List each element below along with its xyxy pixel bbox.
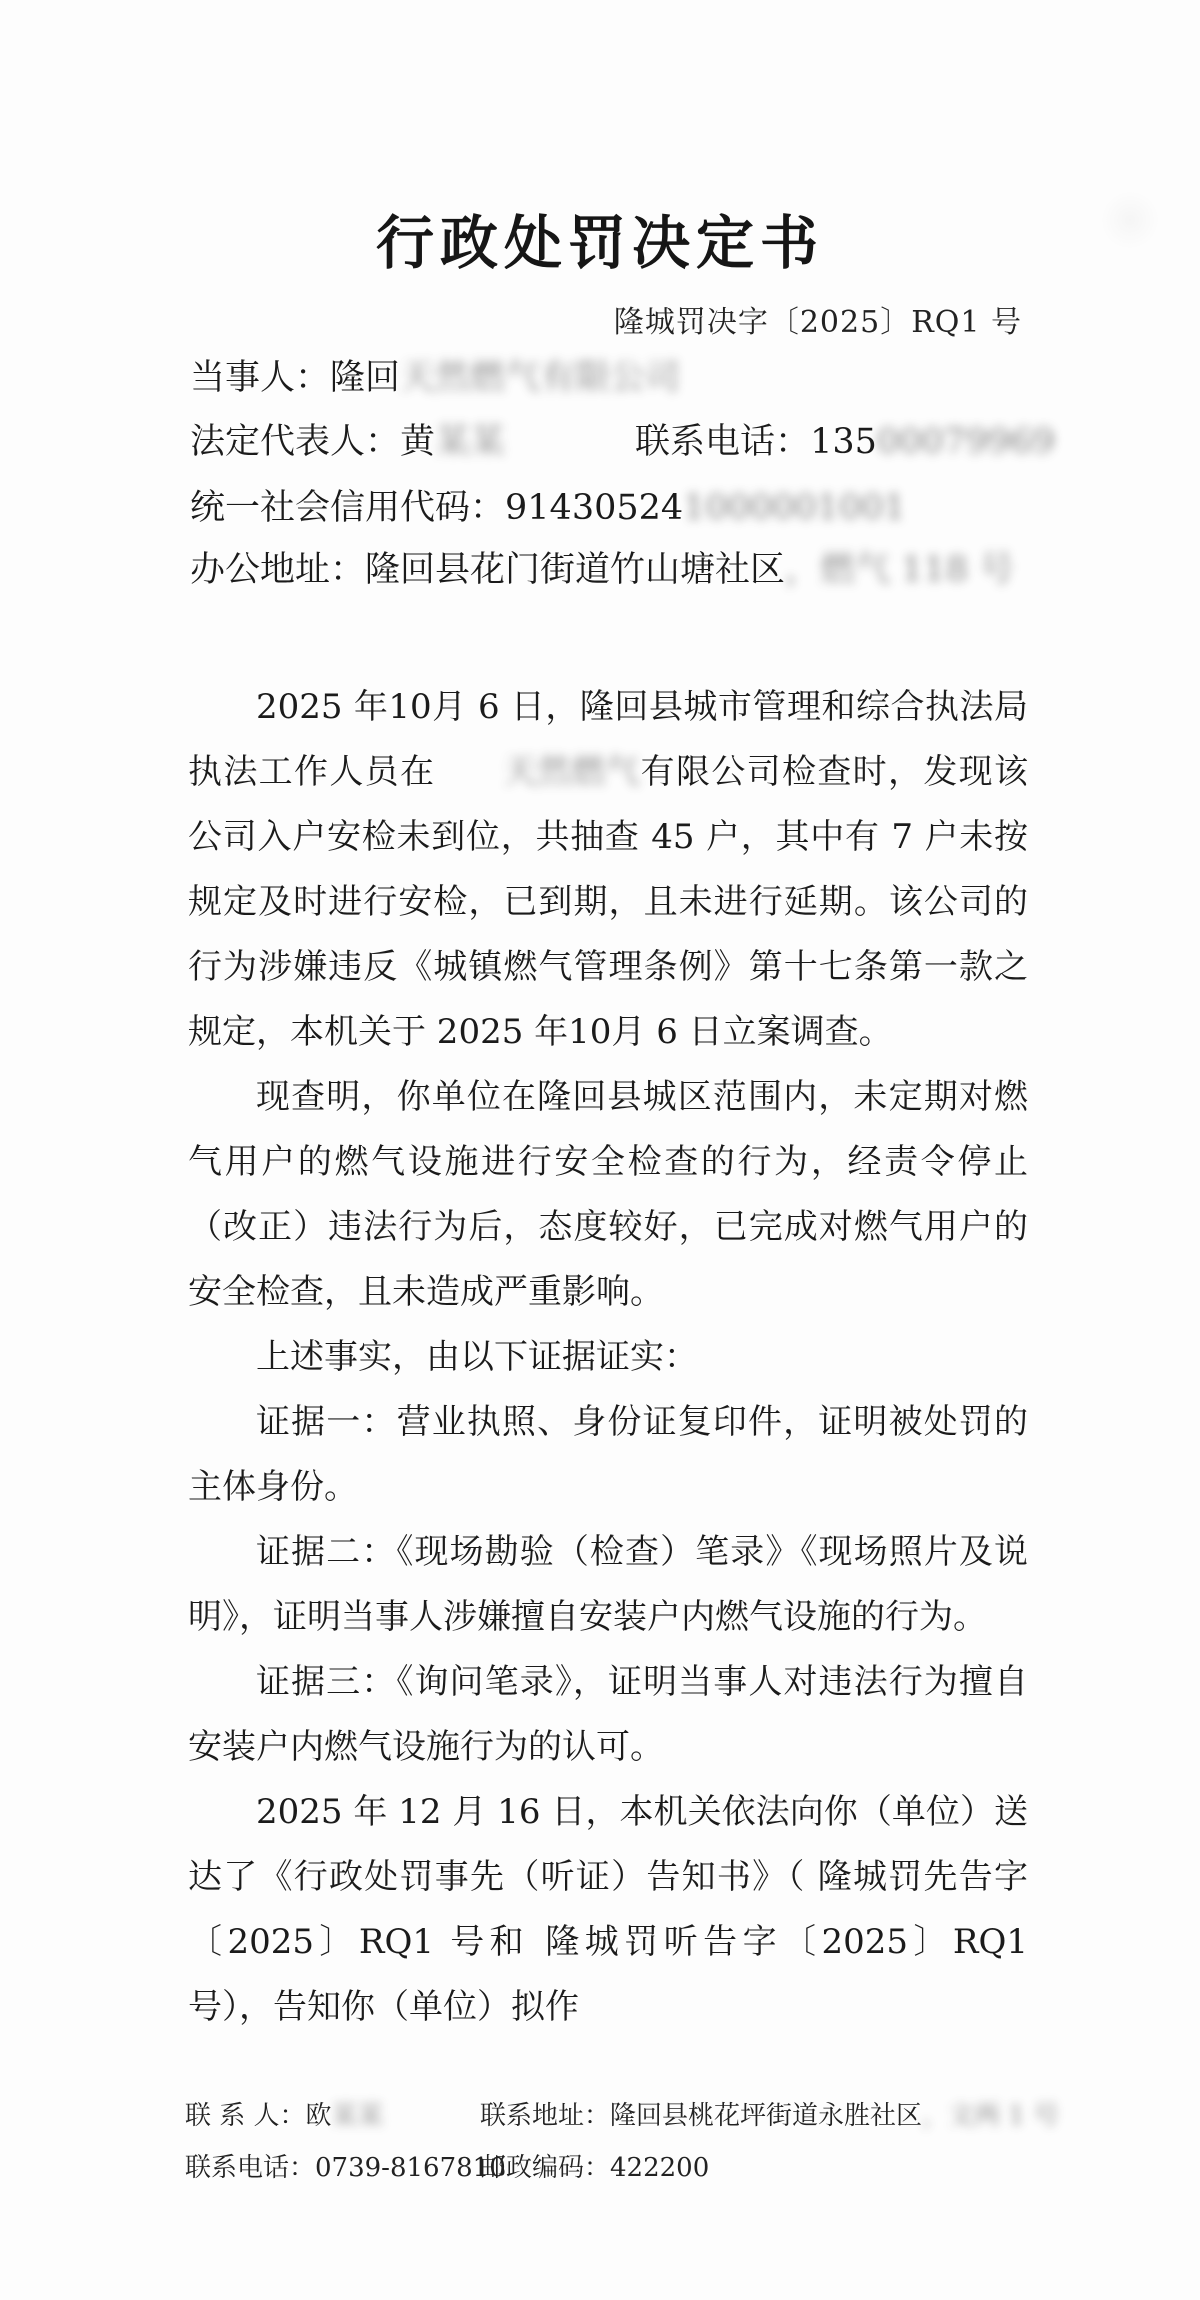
office-address-line [190, 548, 1070, 592]
paragraph-case-filing [188, 675, 1028, 1065]
footer-contact-label: 联 系 人： [185, 2101, 306, 2131]
legal-rep-label: 法定代表人： [190, 422, 401, 462]
office-address-redacted: ，燃气 118 号 [785, 550, 1015, 590]
party-phone-label: 联系电话： [635, 422, 811, 462]
p1-redacted-company: 天然燃气 [503, 752, 640, 792]
footer-line-1 [185, 2096, 1060, 2136]
footer-contact-value: 欧 [305, 2101, 332, 2131]
party-name-label: 当事人： [190, 358, 331, 398]
footer-postcode [480, 2148, 709, 2188]
office-address-value: 隆回县花门街道竹山塘社区 [365, 550, 786, 590]
office-address-label: 办公地址： [190, 550, 366, 590]
footer-postcode-value: 422200 [610, 2153, 710, 2183]
footer-postcode-label: 邮政编码： [480, 2153, 611, 2183]
footer-address-value: 隆回县桃花坪街道永胜社区 [610, 2101, 923, 2131]
footer-line-2 [185, 2148, 710, 2188]
party-phone-value: 135 [810, 422, 877, 462]
paragraph-evidence-intro: 上述事实，由以下证据证实： [256, 1337, 698, 1377]
footer-phone-value: 0739-8167810 [315, 2153, 506, 2183]
document-number: 隆城罚决字〔2025〕RQ1 号 [613, 305, 1022, 340]
credit-code-label: 统一社会信用代码： [190, 488, 506, 528]
legal-rep-line [190, 420, 1070, 464]
party-name-redacted: 天然燃气有限公司 [400, 358, 681, 398]
credit-code-value: 91430524 [505, 488, 684, 528]
p1-text-b: 有限公司检查时，发现该公司入户安检未到位，共抽查 45 户，其中有 7 户未按规定及时进行安检，已到期，且未进行延期。该公司的行为涉嫌违反《城镇燃气管理条例》第十七条第一款之规定，本机关于 2025 年10月 6 日立案调查。 [188, 752, 1029, 1052]
footer-address-label: 联系地址： [480, 2101, 611, 2131]
party-phone-redacted: 00079969 [876, 422, 1056, 462]
document-body [188, 675, 1028, 2040]
credit-code-line [190, 486, 1070, 530]
footer-contact-redacted: 某某 [331, 2101, 384, 2131]
legal-rep-value: 黄 [400, 422, 436, 462]
document-title: 行政处罚决定书 [375, 209, 824, 277]
party-name-value: 隆回 [330, 358, 401, 398]
party-name-line [190, 356, 1070, 400]
footer-address-redacted: ，文两 1 号 [922, 2101, 1060, 2131]
credit-code-redacted: 1000001001 [683, 488, 906, 528]
paragraph-evidence-3: 证据三：《询问笔录》，证明当事人对违法行为擅自安装户内燃气设施行为的认可。 [188, 1662, 1028, 1767]
paragraph-evidence-2: 证据二：《现场勘验（检查）笔录》《现场照片及说明》，证明当事人涉嫌擅自安装户内燃气设施的行为。 [188, 1532, 1028, 1637]
paragraph-notice: 2025 年 12 月 16 日，本机关依法向你（单位）送达了《行政处罚事先（听证）告知书》（ 隆城罚先告字〔2025〕RQ1 号和 隆城罚听告字〔2025〕RQ1 号），告知你（单位）拟作 [188, 1792, 1028, 2027]
p1-text-a: 2025 年10月 6 日，隆回县城市管理和综合执法局执法工作人员在 [188, 687, 1028, 792]
paragraph-findings: 现查明，你单位在隆回县城区范围内，未定期对燃气用户的燃气设施进行安全检查的行为，经责令停止（改正）违法行为后，态度较好，已完成对燃气用户的安全检查，且未造成严重影响。 [188, 1077, 1028, 1312]
footer-phone-label: 联系电话： [185, 2153, 316, 2183]
legal-rep-redacted: 某某 [435, 422, 506, 462]
footer-address [480, 2096, 1059, 2136]
paragraph-evidence-1: 证据一：营业执照、身份证复印件，证明被处罚的主体身份。 [188, 1402, 1028, 1507]
